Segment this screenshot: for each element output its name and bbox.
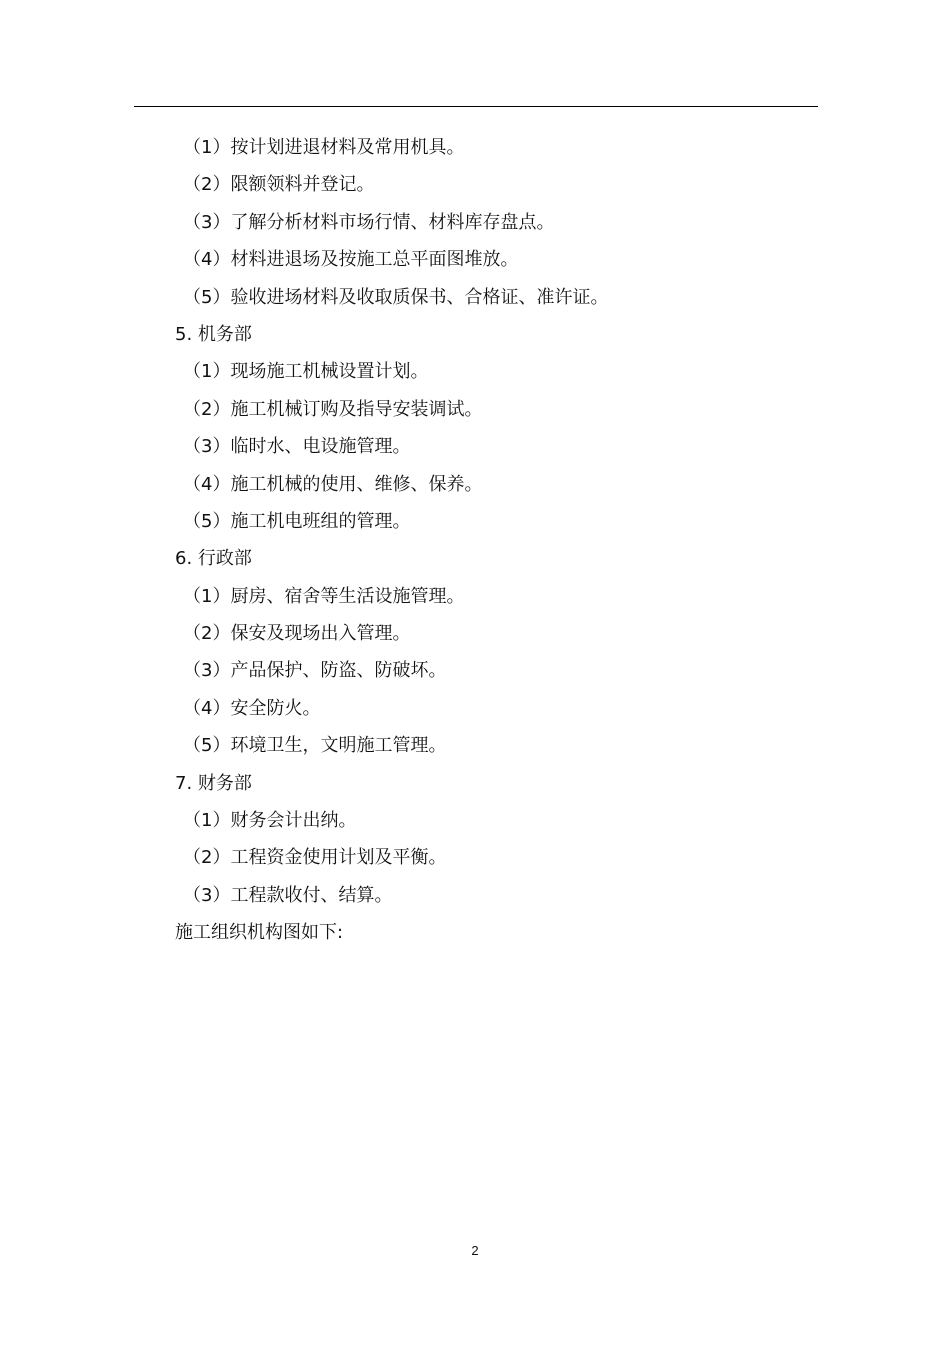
page-number: 2 (471, 1243, 479, 1258)
list-item: （1）财务会计出纳。 (183, 810, 357, 832)
list-item: （3）产品保护、防盗、防破坏。 (183, 660, 447, 682)
list-item: （1）按计划进退材料及常用机具。 (183, 137, 465, 158)
list-item: （3）工程款收付、结算。 (183, 884, 393, 906)
list-item: （4）材料进退场及按施工总平面图堆放。 (183, 249, 519, 271)
list-item: （5）验收进场材料及收取质保书、合格证、准许证。 (183, 286, 609, 308)
list-item: （4）施工机械的使用、维修、保养。 (183, 473, 483, 495)
list-item: （3）临时水、电设施管理。 (183, 436, 411, 458)
list-item: （2）工程资金使用计划及平衡。 (183, 847, 447, 869)
list-item: （4）安全防火。 (183, 697, 321, 719)
header-rule (134, 106, 818, 107)
list-item: （2）施工机械订购及指导安装调试。 (183, 398, 483, 420)
list-item: （5）环境卫生，文明施工管理。 (183, 735, 447, 757)
list-item: （2）限额领料并登记。 (183, 174, 375, 196)
section-heading-administration: 6. 行政部 (175, 548, 252, 570)
section-heading-machinery: 5. 机务部 (175, 323, 252, 345)
list-item: （3）了解分析材料市场行情、材料库存盘点。 (183, 211, 555, 233)
list-item: （2）保安及现场出入管理。 (183, 623, 411, 645)
list-item: （1）现场施工机械设置计划。 (183, 361, 429, 383)
list-item: （1）厨房、宿舍等生活设施管理。 (183, 585, 465, 607)
document-body (175, 129, 815, 952)
list-item: （5）施工机电班组的管理。 (183, 510, 411, 532)
org-chart-intro: 施工组织机构图如下: (175, 922, 344, 944)
section-heading-finance: 7. 财务部 (175, 772, 252, 794)
